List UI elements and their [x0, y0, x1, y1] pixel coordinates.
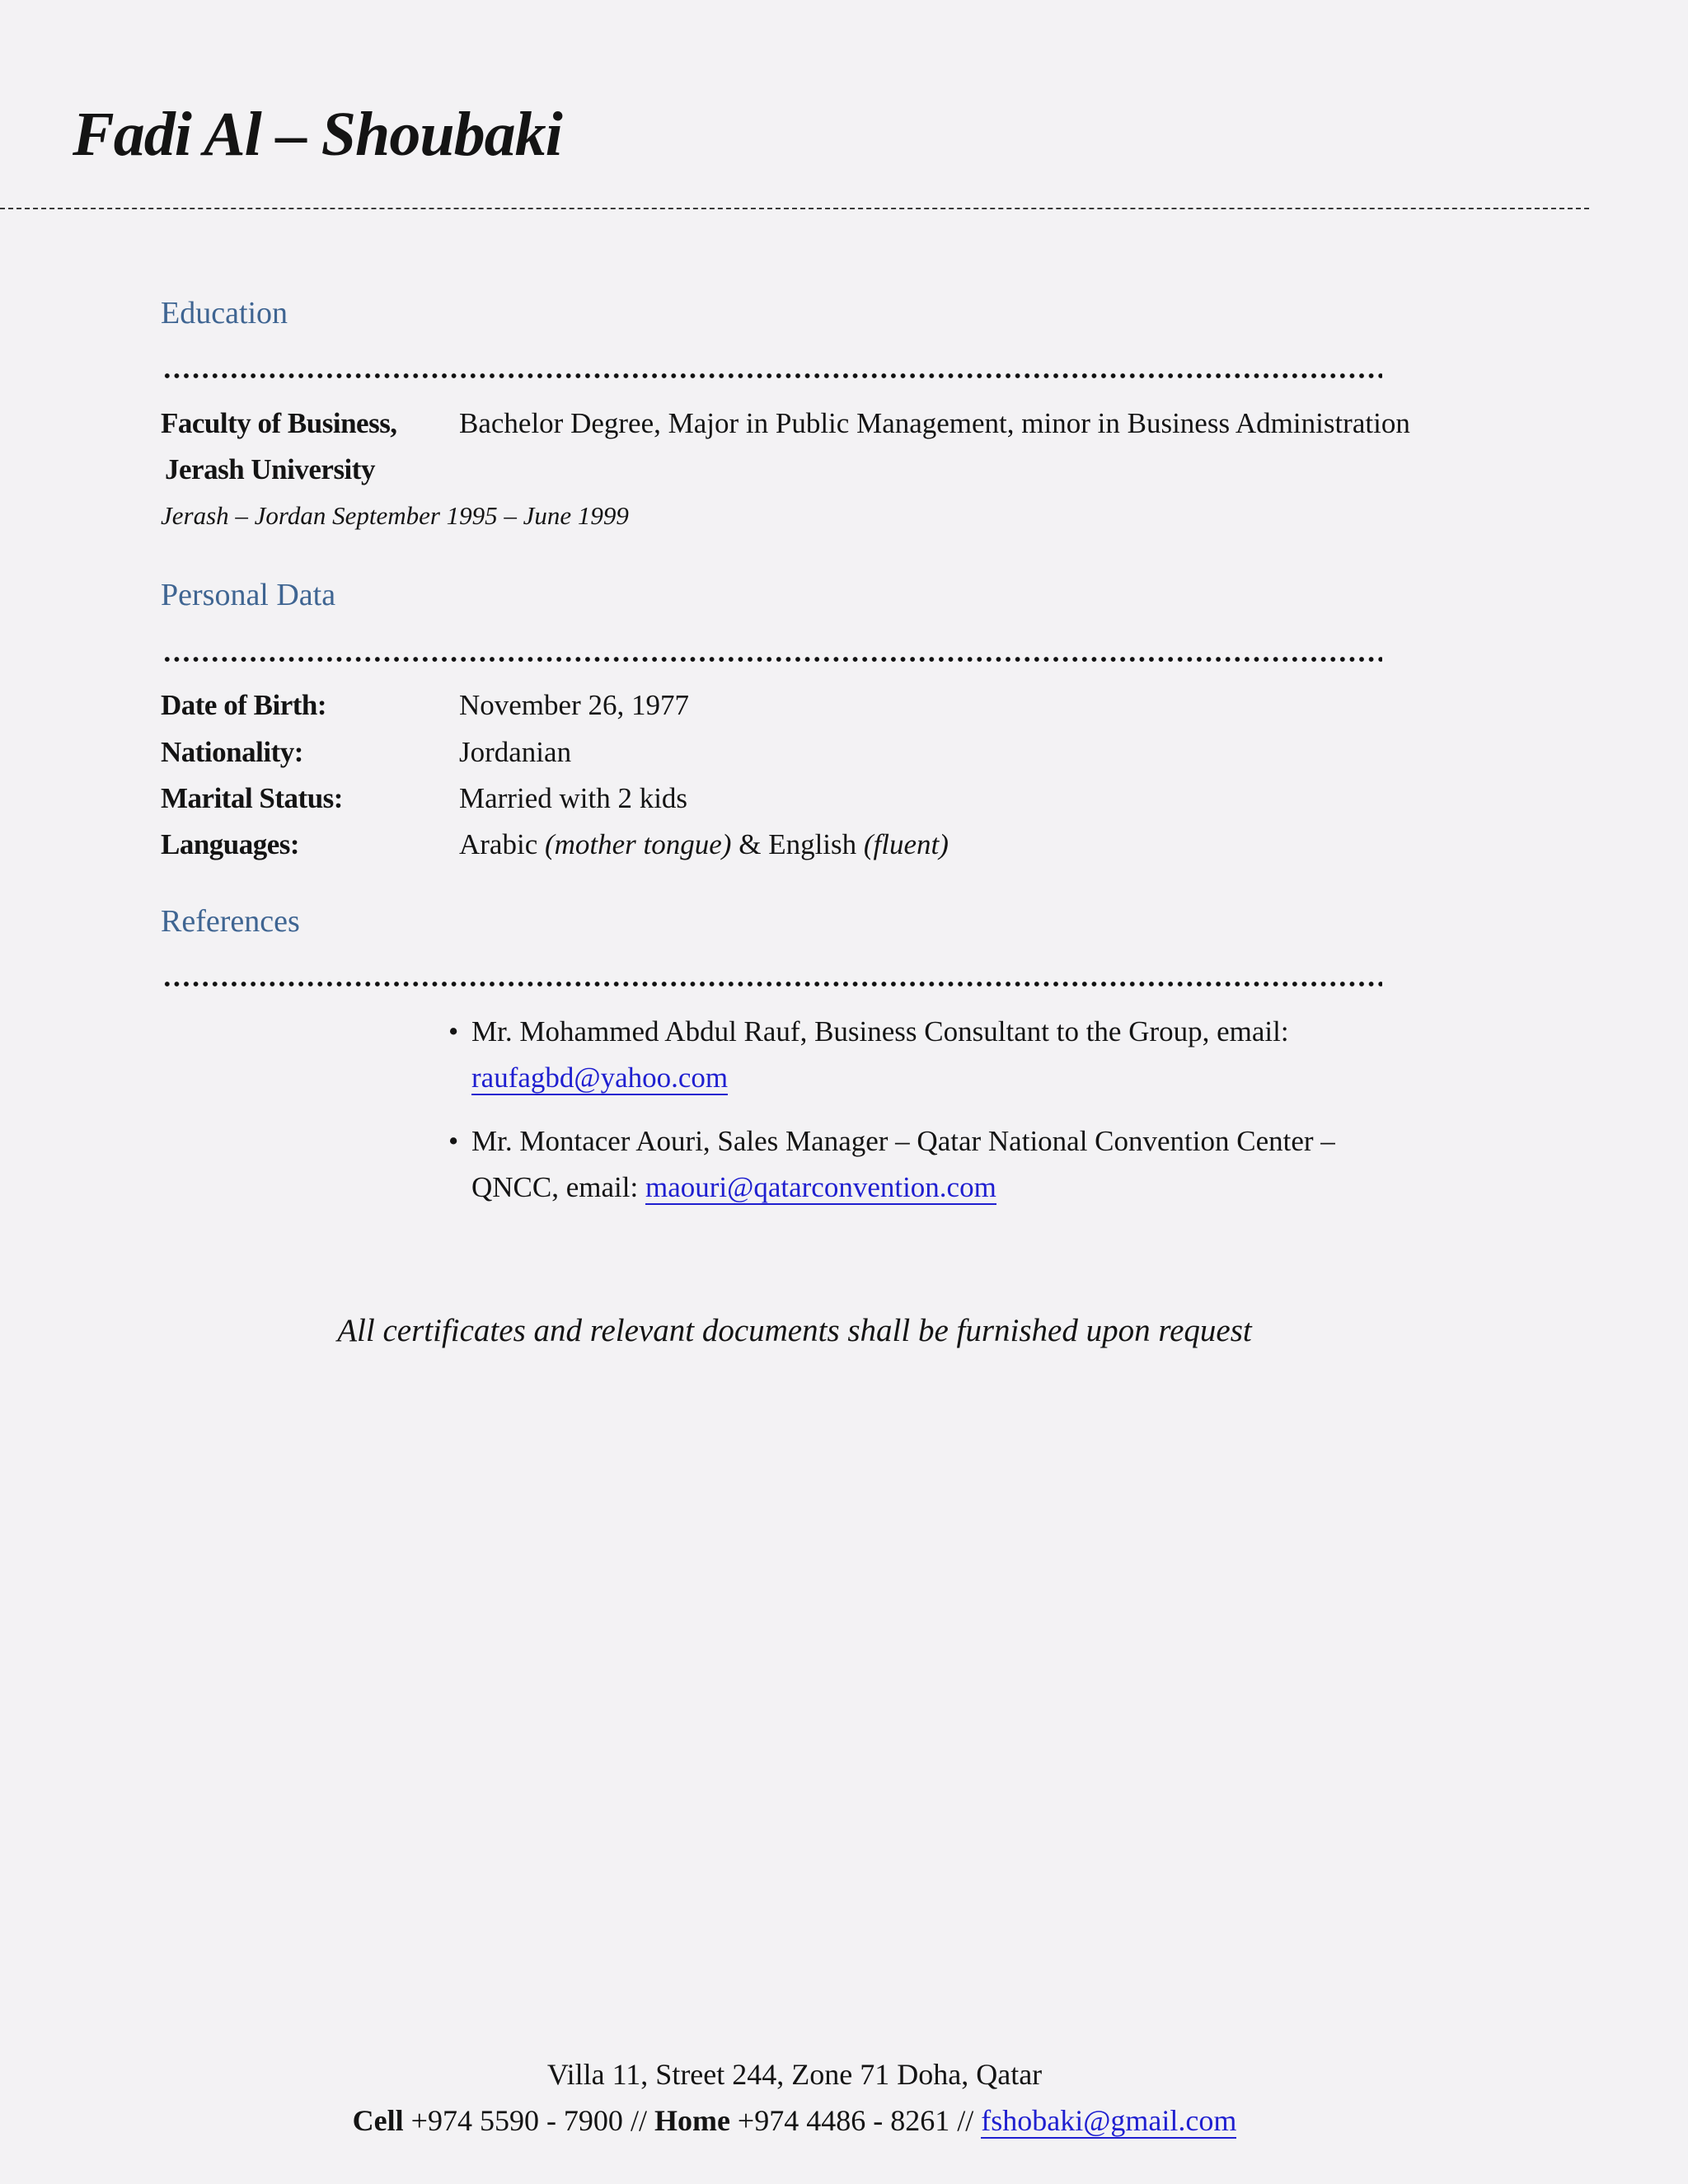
reference-item [448, 1118, 1411, 1211]
section-title-personal-data: Personal Data [161, 578, 336, 612]
bullet-icon: • [448, 1015, 459, 1047]
education-university: Jerash University [165, 453, 375, 485]
bullet-icon: • [448, 1125, 459, 1157]
cell-label: Cell [352, 2104, 404, 2137]
reference-text: Mr. Montacer Aouri, Sales Manager – Qatar National Convention Center – QNCC, email: [471, 1125, 1335, 1203]
marital-value: Married with 2 kids [459, 782, 688, 814]
languages-label: Languages: [161, 828, 300, 860]
nationality-label: Nationality: [161, 736, 303, 768]
dotted-divider-education [162, 373, 1382, 379]
language-arabic: Arabic [459, 828, 538, 860]
education-dates: Jerash – Jordan September 1995 – June 1999 [161, 501, 629, 530]
dob-label: Date of Birth: [161, 689, 327, 721]
section-title-education: Education [161, 296, 288, 330]
candidate-name: Fadi Al – Shoubaki [73, 100, 562, 169]
personal-row-languages [161, 828, 1479, 861]
marital-label: Marital Status: [161, 782, 343, 814]
reference-item [448, 1009, 1411, 1101]
cell-number: +974 5590 - 7900 [410, 2104, 623, 2137]
home-label: Home [654, 2104, 730, 2137]
education-faculty: Faculty of Business, [161, 407, 397, 439]
languages-value [459, 828, 949, 861]
dotted-divider-personal [162, 656, 1382, 663]
contact-separator: // [957, 2104, 974, 2137]
language-separator: & [738, 828, 762, 860]
education-degree: Bachelor Degree, Major in Public Management, minor in Business Administration [459, 407, 1410, 439]
personal-row-dob [161, 689, 1479, 722]
dob-value: November 26, 1977 [459, 689, 689, 721]
reference-email-link[interactable]: raufagbd@yahoo.com [471, 1062, 729, 1094]
footer-email-link[interactable]: fshobaki@gmail.com [981, 2104, 1237, 2137]
section-title-references: References [161, 904, 300, 939]
personal-row-nationality [161, 736, 1479, 769]
nationality-value: Jordanian [459, 736, 572, 768]
language-english-note: (fluent) [863, 828, 949, 860]
footer-contact [0, 2103, 1589, 2138]
header-divider [0, 208, 1589, 209]
reference-text: Mr. Mohammed Abdul Rauf, Business Consultant to the Group, email: [471, 1015, 1289, 1047]
education-row [161, 407, 1479, 440]
footer-address: Villa 11, Street 244, Zone 71 Doha, Qatar [546, 2058, 1043, 2091]
home-number: +974 4486 - 8261 [737, 2104, 950, 2137]
personal-row-marital [161, 782, 1479, 815]
certificates-note: All certificates and relevant documents shall be furnished upon request [337, 1313, 1252, 1348]
contact-separator: // [630, 2104, 647, 2137]
reference-email-link[interactable]: maouri@qatarconvention.com [645, 1171, 996, 1203]
language-english: English [768, 828, 857, 860]
dotted-divider-references [162, 981, 1382, 987]
language-arabic-note: (mother tongue) [544, 828, 732, 860]
